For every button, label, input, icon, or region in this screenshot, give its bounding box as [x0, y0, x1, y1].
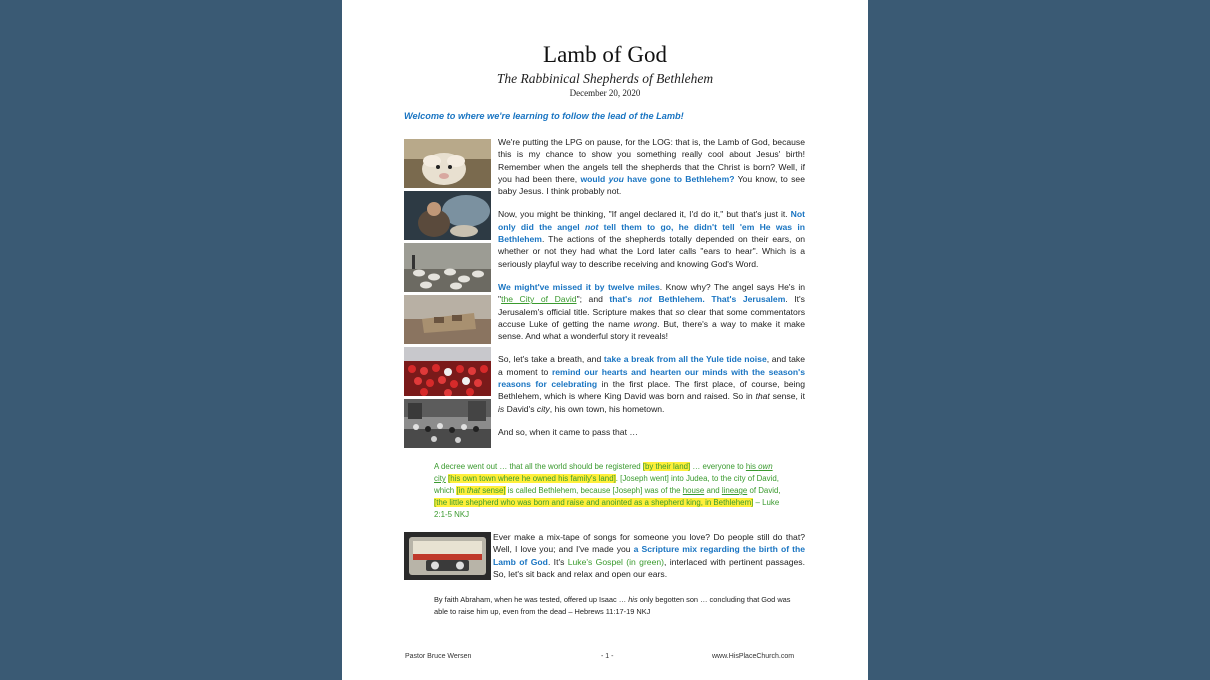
p3-emphasis-end: Bethlehem. That's Jerusalem — [651, 294, 786, 305]
quote-highlight-3 — [456, 486, 505, 495]
p2-text: Now, you might be thinking, "If angel declared it, I'd do it," but that's just it. — [498, 209, 791, 220]
quote-highlight-1: [by their land] — [642, 462, 691, 471]
quote-text-5: is called Bethlehem, because [Joseph] was of the — [505, 486, 683, 495]
quote-highlight-4: [the little shepherd who was born and raise and anointed as a shepherd king, in Bethlehem] — [434, 498, 754, 507]
p4-text-6: , his own town, his hometown. — [549, 403, 665, 414]
quote-highlight-3-italic: that — [466, 486, 481, 495]
p3-text: . Know why? The angel says He's in " — [498, 281, 806, 305]
quote-highlight-3b: sense] — [480, 486, 506, 495]
quote-text-1: A decree went out … that all the world should be registered — [434, 462, 643, 471]
p3-text-4: clear that some commentators accuse Luke of getting the name — [498, 306, 805, 329]
flock-photo — [404, 243, 491, 292]
footer-website: www.HisPlaceChurch.com — [712, 653, 795, 660]
page-title: Lamb of God — [543, 42, 667, 67]
paragraph-2 — [498, 208, 805, 269]
p4-text-5: David's — [504, 403, 537, 414]
p6-text: Ever make a mix-tape of songs for someone you love? Do people still do that? Well, I love you; and I've made you — [493, 532, 805, 555]
p3-emphasis-part: that's — [609, 294, 639, 305]
photo-column — [404, 139, 491, 451]
paragraph-1 — [498, 136, 805, 197]
p2-text-end: . The actions of the shepherds totally depended on their ears, on whether or not they had what the Lord later calls "ears to hear". Which is a seriously playful way to describe receiving and knowing God's Word. — [498, 234, 805, 269]
mix-tape-paragraph-wrap — [493, 531, 805, 591]
p1-emphasis-end: have gone to Bethlehem? — [623, 173, 735, 184]
quote-highlight-2: [his own town where he owned his family's land] — [448, 474, 616, 483]
lamb-photo — [404, 139, 491, 188]
p6-emphasis: a Scripture mix regarding the birth of the Lamb of God — [493, 544, 806, 567]
p3-text-2: "; and — [576, 294, 610, 305]
bethlehem-ruins-photo — [404, 295, 491, 344]
p4-emphasis-2: remind our hearts and hearten our minds with the season's reasons for celebrating — [498, 366, 806, 390]
body-column — [498, 136, 805, 449]
quote-reference: – Luke 2:1-5 NKJ — [434, 498, 780, 519]
p3-text-3: . It's Jerusalem's official title. Scripture makes that — [498, 294, 805, 317]
hebrews-verse — [434, 594, 794, 617]
p4-text-3: in the first place. The first place, of course, being Bethlehem, which is where King David was born and raised. So in — [498, 379, 805, 402]
quote-text-4: . [Joseph went] into Judea, to the city of David, which — [434, 474, 779, 495]
quote-underline-1a: his — [745, 462, 759, 471]
quote-text-6: and — [704, 486, 722, 495]
p3-emphasis-italic: not — [638, 294, 652, 305]
p3-emphasis: We might've missed it by twelve miles — [498, 281, 660, 292]
quote-underline-2: house — [682, 486, 705, 495]
quote-text-2: … everyone to — [690, 462, 746, 471]
p4-italic-3: city — [536, 403, 550, 414]
p4-text-4: sense, it — [769, 391, 805, 402]
p4-text: So, let's take a breath, and — [498, 354, 604, 365]
p6-text-2: . It's — [547, 556, 568, 567]
p3-emphasis-2 — [609, 294, 785, 304]
p1-emphasis-part: would — [580, 173, 609, 184]
p1-text-end: You know, to see baby Jesus. I think probably not. — [498, 173, 805, 197]
p1-text: We're putting the LPG on pause, for the LOG: that is, the Lamb of God, because this is my chance to show you something really cool about Jesus' birth! Remember when the angels tell the shepherds that the Christ is born? Well, if you had been there, — [498, 137, 805, 184]
footer-page-number: - 1 - — [601, 653, 614, 660]
verse-text-2: only begotten son … concluding that God was able to raise him up, even from the dead – Hebrews 11:17-19 NKJ — [434, 595, 791, 616]
quote-underline-1-italic: own — [758, 462, 773, 471]
p2-emphasis-italic: not — [584, 221, 599, 232]
paragraph-3 — [498, 281, 805, 342]
p6-text-3: , interlaced with pertinent passages. So, let's sit back and relax and open our ears. — [493, 556, 805, 579]
quote-text-7: of David, — [747, 486, 781, 495]
lukes-gospel-text: Luke's Gospel (in green) — [567, 556, 665, 567]
p3-text-5: . But, there's a way to make it make sense. And what a wonderful story it reveals! — [498, 318, 805, 342]
p4-emphasis-1: take a break from all the Yule tide noise — [603, 354, 767, 365]
paragraph-5: And so, when it came to pass that … — [498, 426, 638, 437]
page-subtitle: The Rabbinical Shepherds of Bethlehem — [496, 71, 714, 86]
document-page — [342, 0, 868, 680]
verse-italic: his — [628, 595, 638, 604]
footer-author: Pastor Bruce Wersen — [405, 653, 472, 660]
welcome-line: Welcome to where we're learning to follow the lead of the Lamb! — [404, 111, 684, 121]
p3-italic-2: wrong — [633, 318, 658, 329]
p4-italic-1: that — [755, 391, 770, 402]
p2-emphasis-end: tell them to go, he didn't tell 'em He was in Bethlehem — [498, 221, 805, 245]
red-crowd-photo — [404, 347, 491, 396]
city-of-david-text: the City of David — [501, 294, 577, 305]
old-jerusalem-photo — [404, 399, 491, 448]
p1-emphasis — [580, 174, 734, 184]
page-date: December 20, 2020 — [569, 88, 641, 98]
p3-italic-1: so — [675, 306, 685, 317]
shepherd-photo — [404, 191, 491, 240]
luke-quote — [434, 461, 786, 521]
cassette-tape-photo — [404, 532, 491, 580]
quote-underline-1b: city — [434, 474, 446, 483]
p4-text-2: , and take a moment to — [498, 354, 805, 377]
p2-emphasis-part: Not only did the angel — [498, 209, 805, 232]
p4-italic-2: is — [498, 403, 505, 414]
quote-underline-3: lineage — [721, 486, 748, 495]
verse-text-1: By faith Abraham, when he was tested, offered up Isaac … — [434, 595, 629, 604]
quote-highlight-3a: [in — [456, 486, 467, 495]
paragraph-6 — [493, 531, 805, 580]
p1-emphasis-italic: you — [608, 173, 624, 184]
paragraph-4 — [498, 353, 805, 414]
